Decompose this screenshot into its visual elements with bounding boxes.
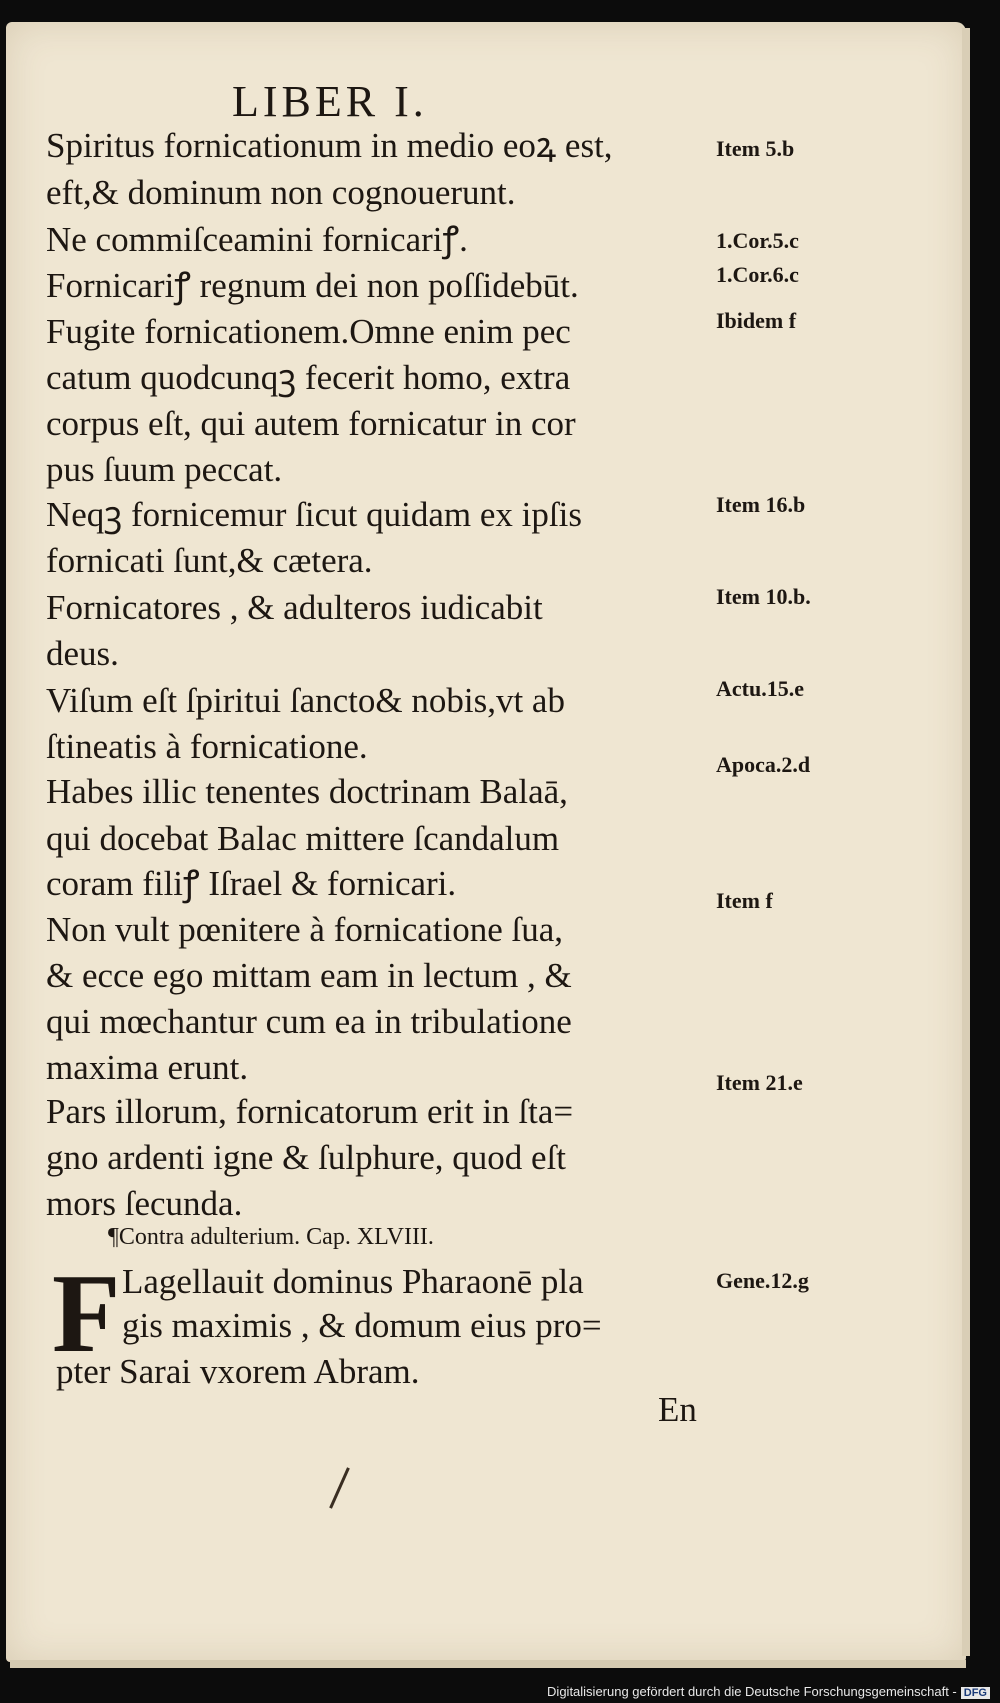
marginal-note: Item f (716, 888, 773, 913)
chapter-text-line: Lagellauit dominus Pharaonē pla (122, 1262, 584, 1301)
text-line: qui mœchantur cum ea in tribulatione (46, 1002, 572, 1041)
marginal-note: 1.Cor.6.c (716, 262, 799, 287)
marginal-note: Actu.15.e (716, 676, 804, 701)
text-line: coram filiꝭ Iſrael & fornicari. (46, 864, 457, 903)
marginal-note: Item 10.b. (716, 584, 811, 609)
marginal-note: Apoca.2.d (716, 752, 811, 777)
marginal-note: Gene.12.g (716, 1268, 809, 1293)
text-line: gno ardenti igne & ſulphure, quod eſt (46, 1138, 567, 1177)
marginal-note: 1.Cor.5.c (716, 228, 799, 253)
text-line: Fugite fornicationem.Omne enim pec (46, 312, 571, 351)
text-line: ſtineatis à fornicatione. (46, 727, 368, 766)
text-line: qui docebat Balac mittere ſcandalum (46, 819, 560, 858)
chapter-text-line: gis maximis , & domum eius pro= (122, 1306, 602, 1345)
running-head: LIBER I. (232, 77, 428, 126)
text-line: deus. (46, 634, 119, 673)
dfg-logo: DFG (961, 1687, 990, 1699)
marginal-note: Item 21.e (716, 1070, 803, 1095)
text-line: & ecce ego mittam eam in lectum , & (46, 956, 572, 995)
drop-initial: F (52, 1252, 121, 1376)
text-line: Habes illic tenentes doctrinam Balaā, (46, 772, 568, 811)
text-line: fornicati ſunt,& cætera. (46, 541, 373, 580)
marginal-note: Item 5.b (716, 136, 795, 161)
text-line: eft,& dominum non cognouerunt. (46, 173, 516, 212)
chapter-heading: ¶Contra adulterium. Cap. XLVIII. (108, 1224, 434, 1250)
text-line: Neqꝫ fornicemur ſicut quidam ex ipſis (46, 495, 582, 534)
text-line: maxima erunt. (46, 1048, 249, 1087)
text-line: Ne commiſceamini fornicariꝭ. (46, 220, 468, 259)
text-line: Viſum eſt ſpiritui ſancto& nobis,vt ab (46, 681, 565, 720)
text-line: Spiritus fornicationum in medio eoꝝ est, (46, 126, 613, 165)
text-line: catum quodcunqꝫ fecerit homo, extra (46, 358, 571, 397)
digitization-credit (547, 1684, 990, 1699)
text-line: Non vult pœnitere à fornicatione ſua, (46, 910, 564, 949)
page-edge-bottom (10, 1660, 966, 1668)
text-line: Fornicatores , & adulteros iudicabit (46, 588, 543, 627)
text-line: corpus eſt, qui autem fornicatur in cor (46, 404, 576, 443)
text-line: mors ſecunda. (46, 1184, 243, 1223)
chapter-text-line: pter Sarai vxorem Abram. (56, 1352, 420, 1391)
text-line: Fornicariꝭ regnum dei non poſſidebūt. (46, 266, 579, 305)
catchword: En (658, 1390, 697, 1429)
credit-text: Digitalisierung gefördert durch die Deutsche Forschungsgemeinschaft - (547, 1684, 957, 1699)
text-line: pus ſuum peccat. (46, 450, 283, 489)
page-edge-right (962, 28, 970, 1656)
text-line: Pars illorum, fornicatorum erit in ſta= (46, 1092, 574, 1131)
marginal-note: Item 16.b (716, 492, 806, 517)
marginal-note: Ibidem f (716, 308, 797, 333)
